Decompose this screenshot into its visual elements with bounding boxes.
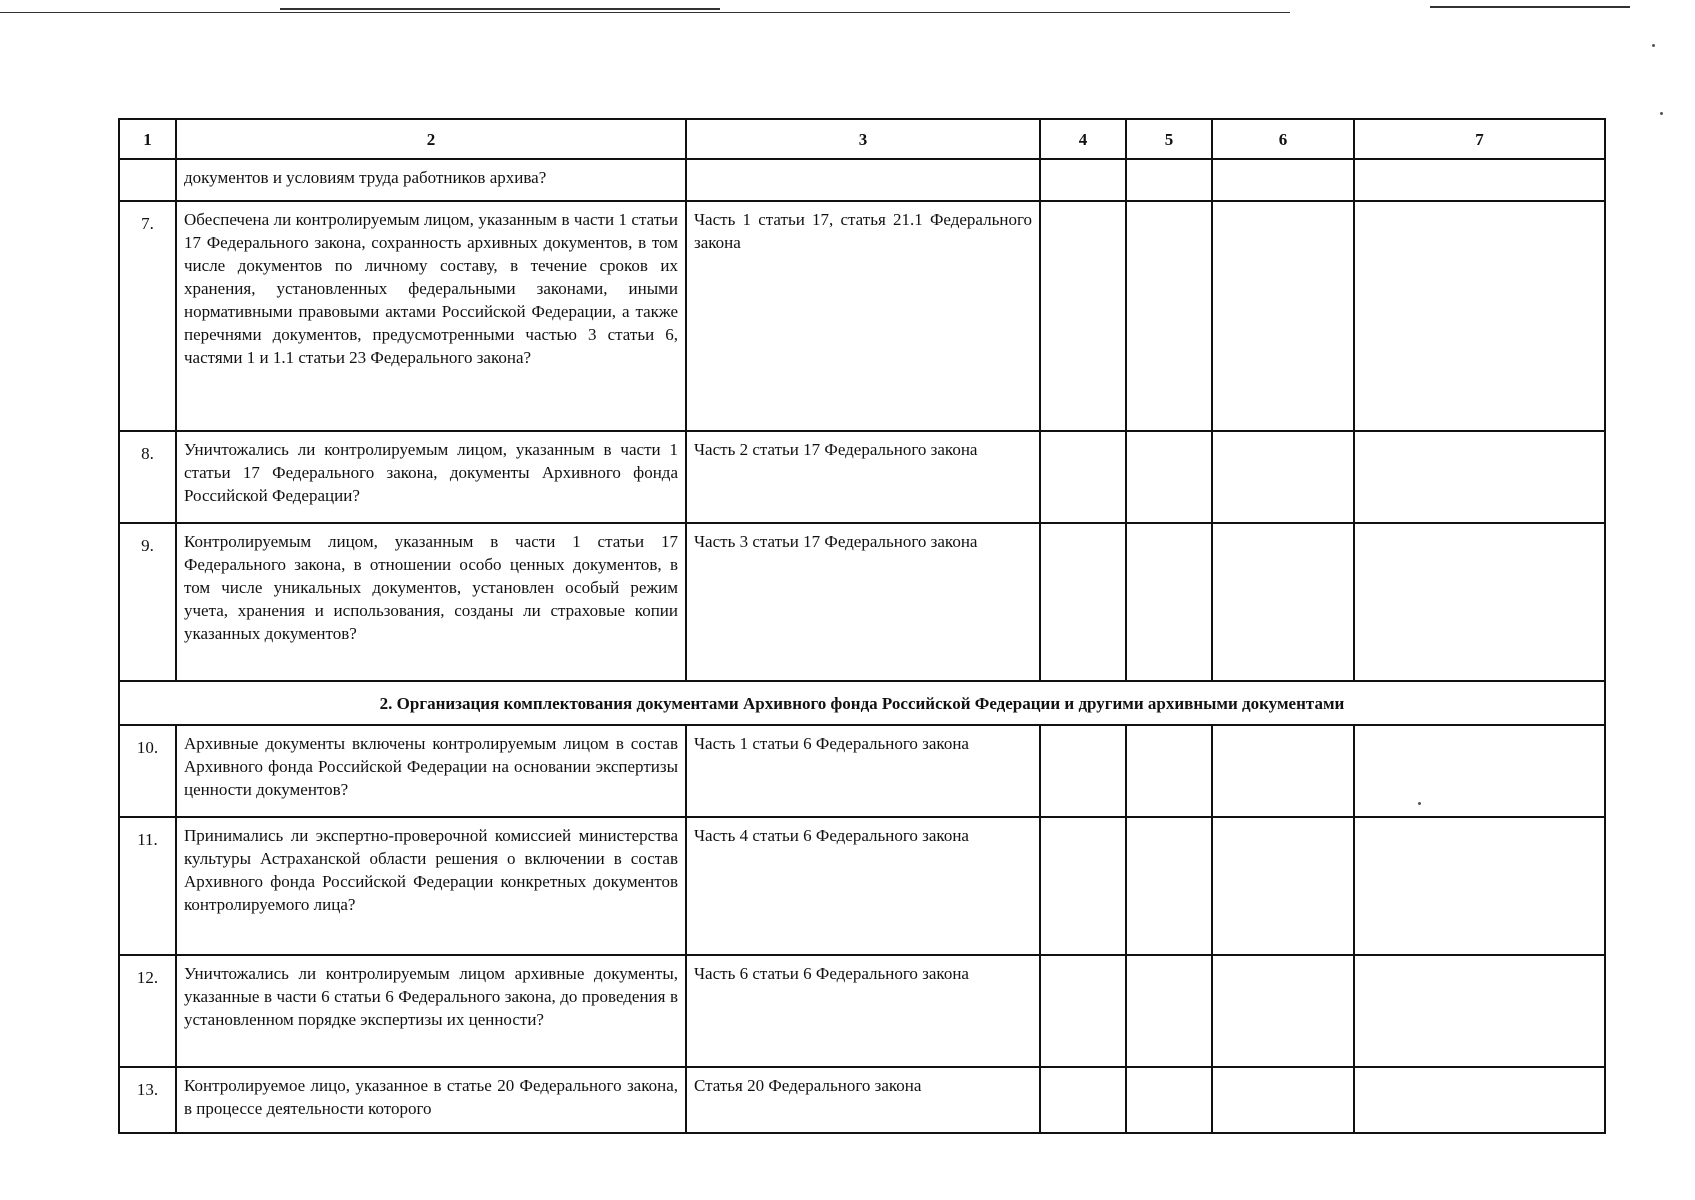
header-cell: 3	[686, 119, 1040, 159]
item-question: Уничтожались ли контролируемым лицом, указанным в части 1 статьи 17 Федерального закона, документы Архивного фонда Российской Федерации?	[176, 431, 686, 523]
empty-cell	[1040, 201, 1126, 431]
empty-cell	[1040, 725, 1126, 817]
table-row	[119, 159, 1605, 201]
empty-cell	[1040, 159, 1126, 201]
empty-cell	[1354, 725, 1605, 817]
empty-cell	[1040, 1067, 1126, 1133]
table-row	[119, 1067, 1605, 1133]
item-question: Контролируемое лицо, указанное в статье 20 Федерального закона, в процессе деятельности которого	[176, 1067, 686, 1133]
item-reference	[686, 159, 1040, 201]
empty-cell	[1126, 1067, 1212, 1133]
empty-cell	[1354, 817, 1605, 955]
table-row	[119, 725, 1605, 817]
item-reference: Часть 1 статьи 6 Федерального закона	[686, 725, 1040, 817]
item-question: Архивные документы включены контролируемым лицом в состав Архивного фонда Российской Федерации на основании экспертизы ценности документов?	[176, 725, 686, 817]
empty-cell	[1354, 431, 1605, 523]
header-row	[119, 119, 1605, 159]
header-cell: 4	[1040, 119, 1126, 159]
empty-cell	[1354, 201, 1605, 431]
item-number: 12.	[119, 955, 176, 1067]
section-title: 2. Организация комплектования документами Архивного фонда Российской Федерации и другими архивными документами	[119, 681, 1605, 725]
empty-cell	[1040, 955, 1126, 1067]
item-number	[119, 159, 176, 201]
scan-artifact-line	[280, 8, 720, 10]
empty-cell	[1126, 523, 1212, 681]
empty-cell	[1212, 725, 1354, 817]
item-number: 7.	[119, 201, 176, 431]
table-row	[119, 523, 1605, 681]
empty-cell	[1126, 159, 1212, 201]
empty-cell	[1354, 523, 1605, 681]
header-cell: 2	[176, 119, 686, 159]
item-reference: Часть 4 статьи 6 Федерального закона	[686, 817, 1040, 955]
checklist-table	[118, 118, 1606, 1134]
empty-cell	[1354, 1067, 1605, 1133]
item-number: 8.	[119, 431, 176, 523]
item-reference: Часть 3 статьи 17 Федерального закона	[686, 523, 1040, 681]
empty-cell	[1212, 159, 1354, 201]
header-cell: 5	[1126, 119, 1212, 159]
header-cell: 1	[119, 119, 176, 159]
empty-cell	[1126, 817, 1212, 955]
empty-cell	[1212, 431, 1354, 523]
table-row	[119, 955, 1605, 1067]
empty-cell	[1354, 159, 1605, 201]
empty-cell	[1212, 1067, 1354, 1133]
item-question: Уничтожались ли контролируемым лицом архивные документы, указанные в части 6 статьи 6 Федерального закона, до проведения в установленном порядке экспертизы их ценности?	[176, 955, 686, 1067]
empty-cell	[1126, 431, 1212, 523]
empty-cell	[1212, 523, 1354, 681]
empty-cell	[1212, 955, 1354, 1067]
empty-cell	[1126, 955, 1212, 1067]
empty-cell	[1354, 955, 1605, 1067]
empty-cell	[1040, 817, 1126, 955]
empty-cell	[1126, 725, 1212, 817]
table-row	[119, 201, 1605, 431]
empty-cell	[1126, 201, 1212, 431]
item-question: Принимались ли экспертно-проверочной комиссией министерства культуры Астраханской области решения о включении в состав Архивного фонда Российской Федерации конкретных документов контролируемого лица?	[176, 817, 686, 955]
empty-cell	[1212, 201, 1354, 431]
item-question: документов и условиям труда работников архива?	[176, 159, 686, 201]
item-reference: Статья 20 Федерального закона	[686, 1067, 1040, 1133]
header-cell: 6	[1212, 119, 1354, 159]
item-reference: Часть 2 статьи 17 Федерального закона	[686, 431, 1040, 523]
scan-artifact-dot	[1660, 112, 1663, 115]
item-question: Обеспечена ли контролируемым лицом, указанным в части 1 статьи 17 Федерального закона, сохранность архивных документов, в том числе документов по личному составу, в течение сроков их хранения, установленных федеральными законами, иными нормативными правовыми актами Российской Федерации, а также перечнями документов, предусмотренными частью 3 статьи 6, частями 1 и 1.1 статьи 23 Федерального закона?	[176, 201, 686, 431]
empty-cell	[1212, 817, 1354, 955]
empty-cell	[1040, 431, 1126, 523]
table-row	[119, 817, 1605, 955]
item-reference: Часть 1 статьи 17, статья 21.1 Федерального закона	[686, 201, 1040, 431]
item-number: 11.	[119, 817, 176, 955]
section-row	[119, 681, 1605, 725]
header-cell: 7	[1354, 119, 1605, 159]
scan-artifact-dot	[1652, 44, 1655, 47]
item-number: 9.	[119, 523, 176, 681]
scan-artifact-line	[0, 12, 1290, 13]
table-row	[119, 431, 1605, 523]
empty-cell	[1040, 523, 1126, 681]
item-number: 10.	[119, 725, 176, 817]
item-question: Контролируемым лицом, указанным в части 1 статьи 17 Федерального закона, в отношении особо ценных документов, в том числе уникальных документов, установлен особый режим учета, хранения и использования, созданы ли страховые копии указанных документов?	[176, 523, 686, 681]
scan-artifact-line	[1565, 6, 1627, 8]
item-reference: Часть 6 статьи 6 Федерального закона	[686, 955, 1040, 1067]
item-number: 13.	[119, 1067, 176, 1133]
